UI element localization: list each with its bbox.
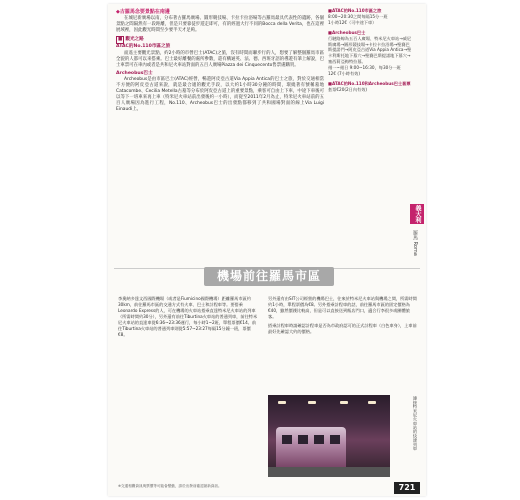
train-window <box>298 435 308 444</box>
sightseeing-title: 觀光之路 <box>125 37 144 43</box>
photo-caption: 連接特米尼火車站的快速列車 <box>413 396 418 451</box>
train-window <box>330 435 340 444</box>
ceiling-light <box>340 401 348 404</box>
train-window <box>314 435 324 444</box>
side-atac-price: 1小時12€（可中途下車） <box>328 19 377 25</box>
side-atac-title: ■ATAC的No.110市區之旅 <box>328 8 382 13</box>
section-banner: 機場前往羅馬市區 <box>204 267 334 286</box>
chapter-tab: 義大利 <box>410 204 424 224</box>
ceiling-light <box>278 401 286 404</box>
train-shape <box>276 427 346 467</box>
side-archeo-hours: 週一~週日 9:00~16:30，每30分一班 <box>328 65 401 71</box>
section-title-south: ◆古羅馬念要景點在南邊 <box>116 9 170 15</box>
bottom-right-text: 另外還有由SIT公司經營的機場巴士，往來於特米尼火車站與機場之間，所需時間約1小時，單程票價為€8。另外搭乘計程車的話，前往羅馬市區的固定價格為€40，雖然價錢比較高，但是可以直接送到飯店門口，適合行李很多或團體旅客。 <box>268 296 417 319</box>
train-photo <box>268 395 390 477</box>
subtitle-atac: ATAC的No.110市區之旅 <box>116 44 171 50</box>
ceiling-light <box>368 401 376 404</box>
tour-icon: ■ <box>116 36 124 44</box>
page-number: 721 <box>394 482 420 494</box>
main-column <box>116 8 324 116</box>
chapter-subtab: 羅馬 Roma <box>412 230 418 256</box>
side-combo-title: ■ATAC的No.110和Archeobus巴士套票 <box>328 80 411 86</box>
side-atac-text: 8:00~20:30之間每隔15分一班 <box>328 13 388 19</box>
side-column <box>328 8 412 93</box>
side-combo-price: 套票€20(2日內有效) <box>328 86 368 92</box>
platform <box>268 467 390 477</box>
paragraph-atac: 面遙主要觀光景點，約2小時的市營巴士(ATAC)之旅，沒有時間而聯步行的人，想要了解整個羅馬市區全貌的人都可以來搭乘。巴士最好離餐的處所參數，還有構通英、法、德、西班牙語的導遊有筆上解說，巴士車票可在車內或者是共和尼火車站對面的五百人廣場Piazza dei Cinquecento售票處購買。 <box>116 50 324 68</box>
footnote: ※交通相關資訊與票價等可能會變動，請於出發前確認最新資訊。 <box>118 484 222 488</box>
bottom-right-column <box>268 296 418 335</box>
train-window <box>282 435 292 444</box>
bottom-right-text-2: 搭乘計程車時請確認計程車是否為市政府認可的正式計程車（白色車身），上車前最好先確認大約的價格。 <box>268 323 417 334</box>
side-archeo-text: 行駛路線為五百人廣場、特米尼火車站→威尼斯廣場→圓形競技場→卡拉卡拉浴場→聖賽巴斯提諾門→阿皮亞古道Via Appia Antica→聖卡利斯托地下墓穴→聖賽巴斯提諾地下墓穴→塞西莉亞梅特拉墓。 <box>328 35 412 65</box>
subtitle-archeobus: Archeobus巴士 <box>116 70 153 76</box>
side-archeo-title: ■Archeobus巴士 <box>328 29 366 35</box>
side-archeo-price: 12€ (7小時有效) <box>328 71 361 77</box>
paragraph-south: 在城尼新廣場以南，分布著古羅馬廣場、圓形競技場、卡拉卡拉浴場等古羅馬最具代表性的遺跡，各個景點之間隔然有一段距離，但是只要靠徒步遊走即可，有的經過大行不同的Bocca della Verita，也在這裡展域裡，因此觀光時間至少要半天才足夠。 <box>116 16 324 34</box>
guidebook-page <box>108 4 426 496</box>
paragraph-archeobus: Archeobus是由市區巴士(ATAC)經營，暢遊阿皮亞古道Via Appia Antica的巴士之旅，對於交通相當不方便的阿皮亞古道來說，就是最合適的觀光手段，以大約1小時30分鐘的時間，環繞著有號稱墓地Catacombe、Cecilia Metella古墓等分布於阿皮亞古道上的重要景點，乘客可自由上下車，中途下車後可以等下一班車來再上車（特米尼火車站前出發後約一小時），而從至2011年2月為止，特米尼火車站前的五百人廣場因為進行工程，No.110、Archeobus巴士的出發點都移到了共和國場對面的線上Via Luigi Einaudi上。 <box>116 76 324 113</box>
bottom-left-text: 李奧納多達文西國際機場（或者是Fiumicino國際機場）距離羅馬市區約30km，前往羅馬市區的交通方式有火車、巴士和計程車等。要搭乘Leonardo Express的人，可在機場的火車站搭乘直達特米尼火車站的列車（所需時間約30分），另外還有前往Tiburtina火車站的普通列車，前往特米尼火車站的直達車從6:36~23:36運行，每小時1~2班，單程票價€14。前往Tiburtina火車站的普通列車則從5:57~23:27每隔15分鐘一班，票價€8。 <box>118 296 258 337</box>
ceiling-light <box>308 401 316 404</box>
